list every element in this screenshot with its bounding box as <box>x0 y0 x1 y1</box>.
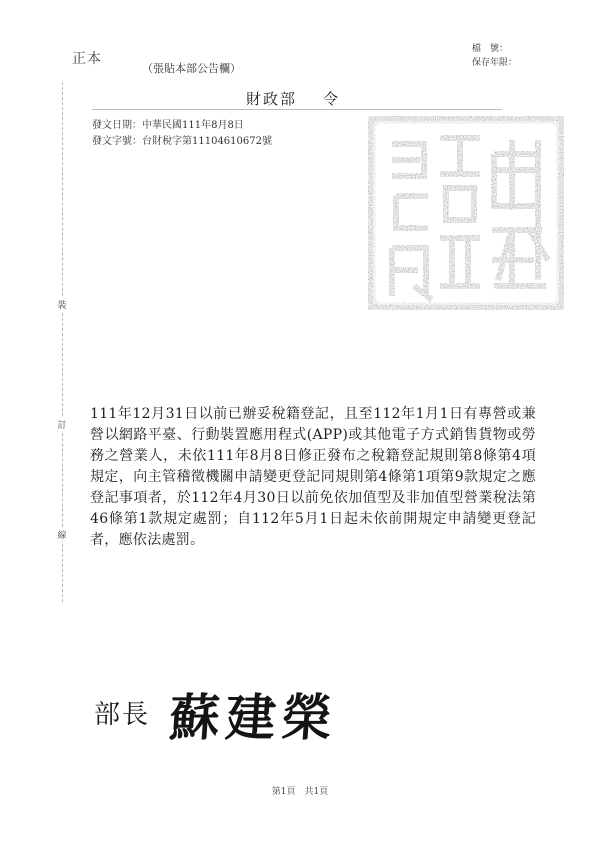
binding-mark-ding: 訂 <box>56 418 68 431</box>
seal-ink <box>368 116 564 310</box>
issue-number: 發文字號：台財稅字第11104610672號 <box>92 136 272 147</box>
page-number: 第1頁 共1頁 <box>271 787 329 797</box>
copy-mark: 正本 <box>72 51 102 67</box>
minister-signature: 蘇建榮 <box>167 688 340 747</box>
minister-title: 部長 <box>94 700 151 730</box>
retention-period-label: 保存年限： <box>472 58 518 68</box>
document-title <box>246 88 340 109</box>
archive-number-label: 檔 號： <box>472 44 509 54</box>
agency-name: 財政部 <box>246 90 298 108</box>
order-body-text: 111年12月31日以前已辦妥稅籍登記，且至112年1月1日有專營或兼營以網路平臺、行動裝置應用程式(APP)或其他電子方式銷售貨物或勞務之營業人，未依111年8月8日修正發布之稅籍登記規則第8條第4項規定，向主管稽徵機關申請變更登記同規則第4條第1項第9款規定之應登記事項者，於112年4月30日以前免依加值型及非加值型營業稅法第46條第1款規定處罰；自112年5月1日起未依前開規定申請變更登記者，應依法處罰。 <box>90 406 536 548</box>
archive-metadata <box>472 42 517 70</box>
document-type: 令 <box>323 90 341 108</box>
binding-mark-xian: 線 <box>56 528 68 541</box>
issue-date: 發文日期：中華民國111年8月8日 <box>92 120 244 131</box>
binding-mark-zhuang: 裝 <box>56 298 68 311</box>
issuance-info <box>92 118 272 150</box>
posting-note: （張貼本部公告欄） <box>142 62 241 75</box>
official-seal <box>362 110 570 316</box>
binding-line <box>62 82 63 602</box>
seal-glyph-bu <box>440 138 480 286</box>
seal-glyph-yin <box>392 144 432 300</box>
